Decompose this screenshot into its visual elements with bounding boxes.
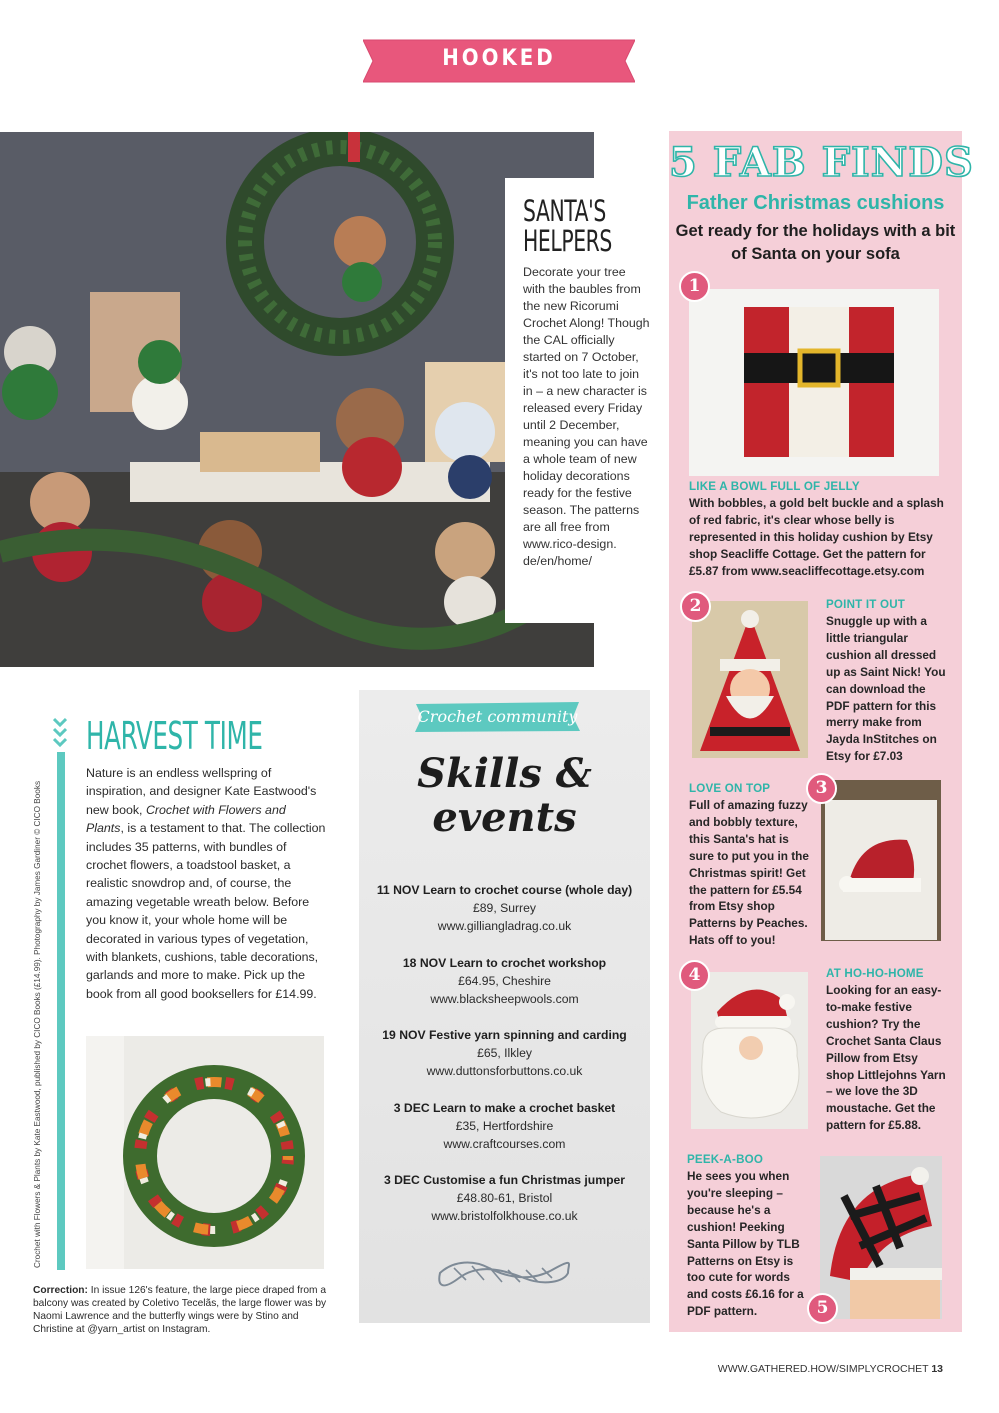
santas-helpers-title-line1: SANTA'S <box>523 194 606 228</box>
event-item <box>359 881 650 935</box>
chevrons-icon <box>53 717 67 751</box>
fab-finds-subtitle: Father Christmas cushions <box>686 192 945 214</box>
santa-belly-cushion-photo <box>689 289 939 476</box>
fab-finds-title: 5 FAB FINDS <box>669 139 974 186</box>
santas-helpers-title <box>523 196 622 256</box>
harvest-body-post: , is a testament to that. The collection includes 35 patterns, with bundles of crochet flowers, a toadstool basket, a realistic snowdrop and, of course, the amazing vegetable wreath below. Before you know it, your whole home will be decorated in various types of vegetation, with blankets, cushions, table decorations, garlands and more to make. Pick up the book from all good booksellers for £14.99. <box>86 821 326 1001</box>
santas-helpers-box <box>505 178 650 623</box>
event-item <box>359 1099 650 1153</box>
event-price-location: £48.80-61, Bristol <box>456 1191 553 1205</box>
banner-label: HOOKED <box>442 46 556 71</box>
event-url[interactable]: www.bristolfolkhouse.co.uk <box>431 1209 578 1223</box>
crochet-community-label: Crochet community <box>417 707 578 726</box>
santas-helpers-title-line2: HELPERS <box>523 224 612 258</box>
event-url[interactable]: www.blacksheepwools.com <box>430 991 579 1006</box>
item-body: Looking for an easy-to-make festive cushion? Try the Crochet Santa Claus Pillow from Etsy shop Littlejohns Yarn – we love the 3D moustache. Get the pattern for £5.88. <box>826 983 946 1133</box>
item-heading: LIKE A BOWL FULL OF JELLY <box>689 480 860 493</box>
event-title: 3 DEC Customise a fun Christmas jumper <box>383 1173 626 1187</box>
correction-text: In issue 126's feature, the large piece draped from a balcony was created by Coletivo Tecelãs, the large flower was by Naomi Lawrence and the butterfly wings were by Stino and Christine at @yarn_artist on Instagram. <box>33 1285 327 1335</box>
item-heading: LOVE ON TOP <box>689 782 771 795</box>
correction-label: Correction: <box>33 1285 88 1296</box>
harvest-book-title: Crochet with Flowers and Plants <box>86 802 286 836</box>
event-url[interactable]: www.craftcourses.com <box>443 1136 566 1151</box>
item-heading: PEEK-A-BOO <box>687 1153 764 1166</box>
event-item <box>359 954 650 1008</box>
event-title: 19 NOV Festive yarn spinning and carding <box>382 1028 627 1042</box>
item-number-badge: 5 <box>807 1293 838 1324</box>
item-body: He sees you when you're sleeping – because he's a cushion! Peeking Santa Pillow by TLB Patterns on Etsy is too cute for words and costs £6.16 for a PDF pattern. <box>687 1169 804 1319</box>
footer-url[interactable]: WWW.GATHERED.HOW/SIMPLYCROCHET <box>717 1363 929 1375</box>
vegetable-wreath-photo <box>86 1036 324 1269</box>
harvest-time-body <box>86 764 326 1003</box>
event-item <box>359 1171 650 1225</box>
item-number-badge: 3 <box>806 773 837 804</box>
fab-finds-intro: Get ready for the holidays with a bit of Santa on your sofa <box>675 222 956 263</box>
item-body: Full of amazing fuzzy and bobbly texture, this Santa's hat is sure to put you in the Christmas spirit! Get the pattern for £5.54 from Etsy shop Patterns by Peaches. Hats off to you! <box>689 798 809 948</box>
event-title: 18 NOV Learn to crochet workshop <box>402 955 607 970</box>
santas-helpers-body: Decorate your tree with the baubles from the new Ricorumi Crochet Along! Though the CAL officially started on 7 October, it's not too late to join in – a new character is released every Friday until 2 December, meaning you can have a whole team of new holiday decorations ready for the festive season. The patterns are all free from www.rico-design. de/en/home/ <box>523 265 650 568</box>
correction-note <box>33 1284 333 1336</box>
yarn-hank-icon <box>434 1258 574 1288</box>
triangle-santa-cushion-photo <box>692 601 808 758</box>
harvest-time-title: HARVEST TIME <box>86 714 263 758</box>
item-heading: AT HO-HO-HOME <box>826 967 924 980</box>
events-list <box>359 881 650 1244</box>
peeking-santa-pillow-photo <box>820 1156 942 1319</box>
event-item <box>359 1026 650 1080</box>
skills-title-line1: Skills & <box>417 750 592 797</box>
teal-side-bar <box>57 752 65 1270</box>
event-price-location: £35, Hertfordshire <box>455 1118 554 1133</box>
santa-claus-pillow-photo <box>691 972 808 1129</box>
item-body: With bobbles, a gold belt buckle and a splash of red fabric, it's clear whose belly is represented in this holiday cushion by Etsy shop Seacliffe Cottage. Get the pattern for £5.87 from www.seacliffecottage.etsy.com <box>689 496 944 578</box>
event-price-location: £64.95, Cheshire <box>458 973 551 988</box>
item-number-badge: 1 <box>679 271 710 302</box>
skills-events-title <box>359 752 650 840</box>
santa-hat-cushion-photo <box>821 780 941 941</box>
section-banner <box>363 36 635 84</box>
item-number-badge: 4 <box>679 960 710 991</box>
item-heading: POINT IT OUT <box>826 598 906 611</box>
event-title: 3 DEC Learn to make a crochet basket <box>393 1100 616 1115</box>
item-number-badge: 2 <box>680 591 711 622</box>
skills-title-line2: events <box>432 794 577 841</box>
event-price-location: £89, Surrey <box>472 901 536 915</box>
page-footer <box>700 1363 943 1375</box>
crochet-community-tag <box>412 700 583 734</box>
event-title: 11 NOV Learn to crochet course (whole day) <box>376 883 633 897</box>
event-url[interactable]: www.duttonsforbuttons.co.uk <box>426 1064 583 1078</box>
page-number: 13 <box>931 1363 943 1375</box>
harvest-body-pre: Nature is an endless wellspring of inspiration, and designer Kate Eastwood's new book, <box>86 766 317 817</box>
photo-credit-vertical: Crochet with Flowers & Plants by Kate Eastwood, published by CICO Books (£14.99). Photography by James Gardiner © CICO Books <box>33 780 42 1268</box>
item-body: Snuggle up with a little triangular cushion all dressed up as Saint Nick! You can download the PDF pattern for this merry make from Jayda InStitches on Etsy for £7.03 <box>826 614 946 764</box>
event-url[interactable]: www.gilliangladrag.co.uk <box>437 919 572 933</box>
event-price-location: £65, Ilkley <box>477 1046 532 1060</box>
